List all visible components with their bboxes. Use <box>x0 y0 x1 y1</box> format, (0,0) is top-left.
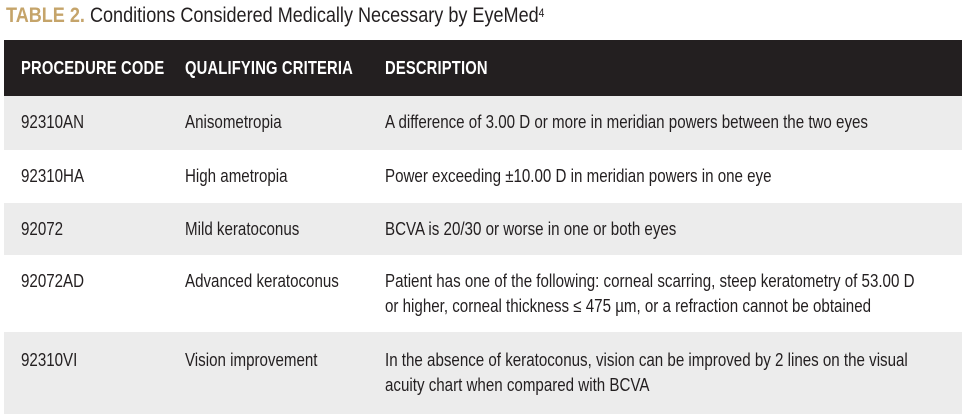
qualifying-criteria: Mild keratoconus <box>185 219 300 239</box>
table-row <box>4 255 962 332</box>
procedure-code: 92072AD <box>21 271 85 291</box>
table-number: TABLE 2. <box>6 4 85 27</box>
description-line: acuity chart when compared with BCVA <box>385 375 650 395</box>
procedure-code: 92310HA <box>21 166 85 186</box>
procedure-code: 92310AN <box>21 112 85 132</box>
description-line: A difference of 3.00 D or more in meridian powers between the two eyes <box>385 112 868 132</box>
table-title: Conditions Considered Medically Necessary by EyeMed <box>89 4 539 27</box>
table-caption <box>6 3 544 29</box>
footnote-reference: 4 <box>538 6 545 20</box>
qualifying-criteria: High ametropia <box>185 166 288 186</box>
table-row <box>4 150 962 203</box>
header-procedure-code: PROCEDURE CODE <box>21 58 165 78</box>
description-line: Patient has one of the following: corneal scarring, steep keratometry of 53.00 D <box>385 271 915 291</box>
header-description: DESCRIPTION <box>385 58 488 78</box>
table-header <box>4 40 962 96</box>
description-line: BCVA is 20/30 or worse in one or both eyes <box>385 219 677 239</box>
description-line: Power exceeding ±10.00 D in meridian powers in one eye <box>385 166 772 186</box>
procedure-code: 92072 <box>21 219 64 239</box>
header-qualifying-criteria: QUALIFYING CRITERIA <box>185 58 353 78</box>
table-row <box>4 96 962 150</box>
qualifying-criteria: Anisometropia <box>185 112 282 132</box>
procedure-code: 92310VI <box>21 350 78 370</box>
table-row <box>4 332 962 414</box>
description-line: or higher, corneal thickness ≤ 475 µm, or a refraction cannot be obtained <box>385 296 872 316</box>
conditions-table <box>4 40 962 395</box>
description-line: In the absence of keratoconus, vision can be improved by 2 lines on the visual <box>385 350 908 370</box>
table-row <box>4 203 962 255</box>
qualifying-criteria: Vision improvement <box>185 350 318 370</box>
qualifying-criteria: Advanced keratoconus <box>185 271 339 291</box>
